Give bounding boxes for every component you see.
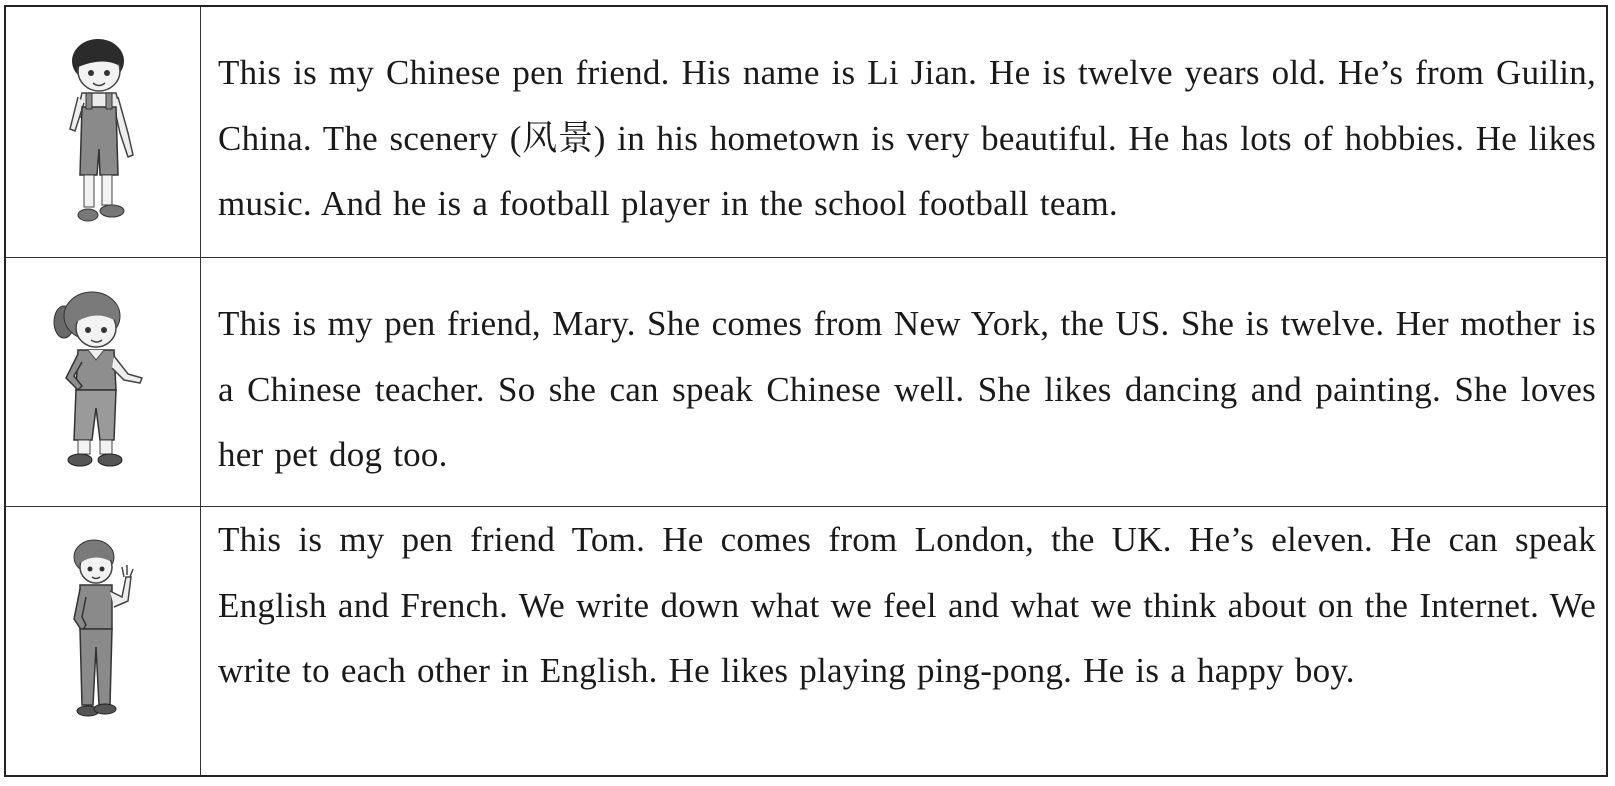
picture-cell (6, 7, 201, 257)
picture-cell (6, 258, 201, 506)
pen-friend-description: This is my Chinese pen friend. His name is Li Jian. He is twelve years old. He’s from Guilin, China. The scenery (风景) in his hometown is very beautiful. He has lots of hobbies. He likes music. And he is a football player in the school football team. (218, 53, 1596, 223)
pen-friends-table (4, 5, 1608, 777)
table-row (6, 258, 1606, 507)
table-row (6, 507, 1606, 775)
picture-cell (6, 507, 201, 775)
pen-friend-description: This is my pen friend, Mary. She comes from New York, the US. She is twelve. Her mother is a Chinese teacher. So she can speak Chinese well. She likes dancing and painting. She loves her pet dog too. (218, 304, 1596, 474)
waving-boy-illustration (64, 537, 144, 727)
girl-with-ponytail-illustration (52, 290, 147, 475)
table-row (6, 7, 1606, 258)
boy-in-overalls-illustration (62, 37, 142, 227)
pen-friend-description: This is my pen friend Tom. He comes from London, the UK. He’s eleven. He can speak English and French. We write down what we feel and what we think about on the Internet. We write to each other in English. He likes playing ping-pong. He is a happy boy. (218, 520, 1596, 690)
